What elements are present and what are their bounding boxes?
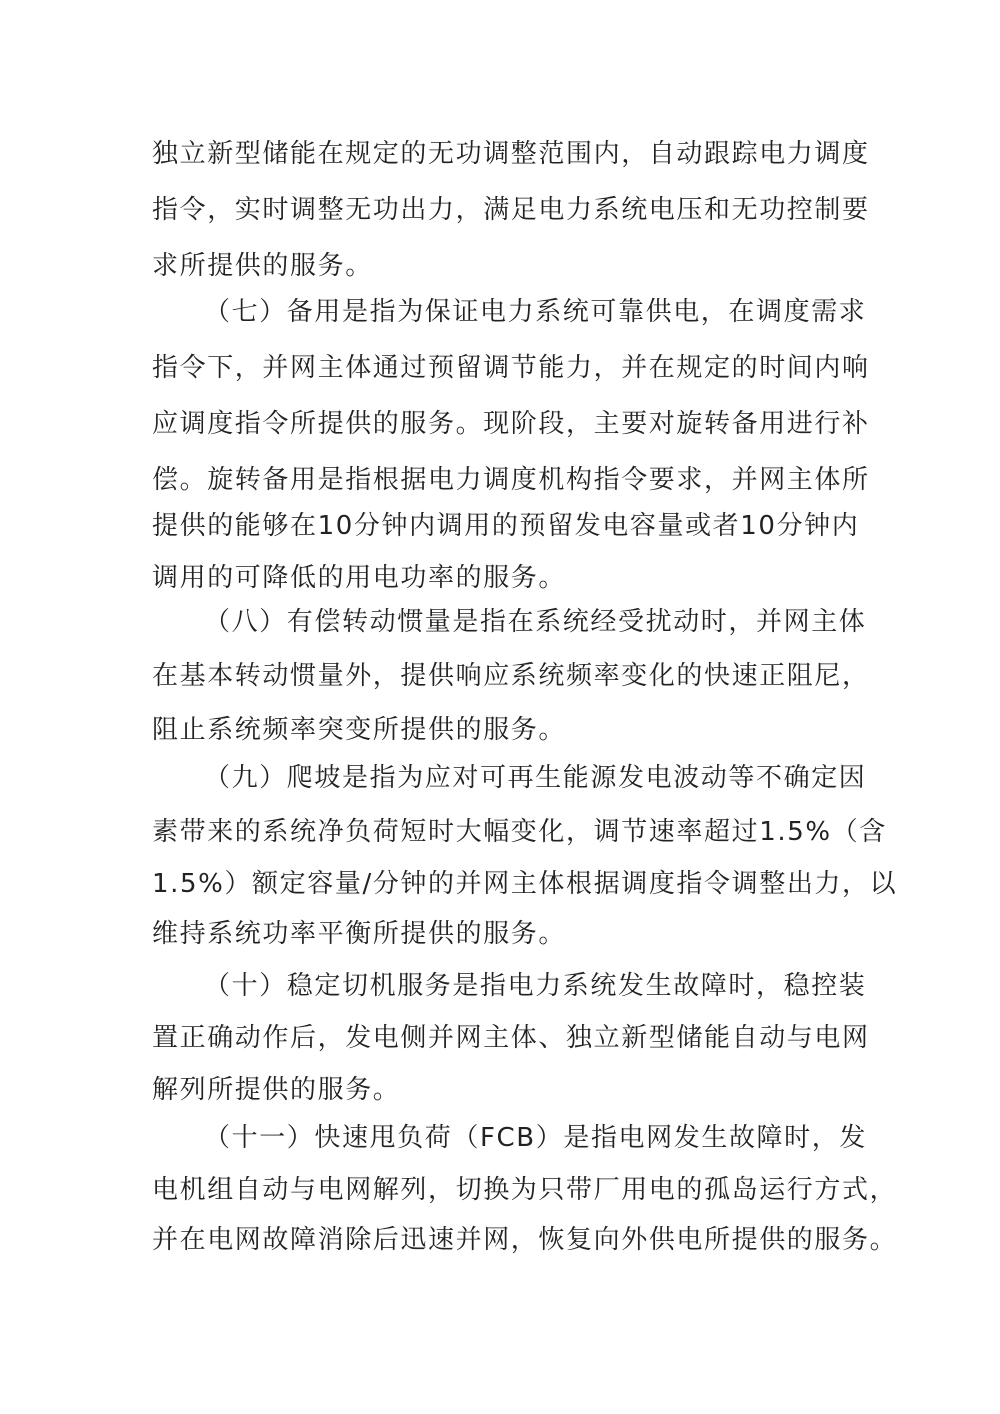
text-line: 1.5%）额定容量/分钟的并网主体根据调度指令调整出力，以	[152, 869, 898, 899]
text-line: 应调度指令所提供的服务。现阶段，主要对旋转备用进行补	[152, 409, 870, 439]
text-line: 指令，实时调整无功出力，满足电力系统电压和无功控制要	[152, 195, 870, 225]
text-line: 维持系统功率平衡所提供的服务。	[152, 919, 567, 949]
text-line: 求所提供的服务。	[152, 251, 373, 281]
text-line: 解列所提供的服务。	[152, 1075, 401, 1105]
text-line: 置正确动作后，发电侧并网主体、独立新型储能自动与电网	[152, 1023, 870, 1053]
paragraph-ten-start: （十）稳定切机服务是指电力系统发生故障时，稳控装	[204, 971, 867, 1001]
text-line: 提供的能够在10分钟内调用的预留发电容量或者10分钟内	[152, 511, 860, 541]
text-line: 在基本转动惯量外，提供响应系统频率变化的快速正阻尼，	[152, 661, 870, 691]
text-line: 并在电网故障消除后迅速并网，恢复向外供电所提供的服务。	[152, 1225, 898, 1255]
paragraph-eight-start: （八）有偿转动惯量是指在系统经受扰动时，并网主体	[204, 607, 867, 637]
text-line: 偿。旋转备用是指根据电力调度机构指令要求，并网主体所	[152, 465, 870, 495]
text-line: 素带来的系统净负荷短时大幅变化，调节速率超过1.5%（含	[152, 817, 887, 847]
text-line: 独立新型储能在规定的无功调整范围内，自动跟踪电力调度	[152, 139, 870, 169]
text-line: 指令下，并网主体通过预留调节能力，并在规定的时间内响	[152, 353, 870, 383]
paragraph-eleven-start: （十一）快速甩负荷（FCB）是指电网发生故障时，发	[204, 1123, 867, 1153]
text-line: 阻止系统频率突变所提供的服务。	[152, 715, 567, 745]
paragraph-nine-start: （九）爬坡是指为应对可再生能源发电波动等不确定因	[204, 763, 867, 793]
text-line: 电机组自动与电网解列，切换为只带厂用电的孤岛运行方式，	[152, 1175, 898, 1205]
paragraph-seven-start: （七）备用是指为保证电力系统可靠供电，在调度需求	[204, 297, 867, 327]
text-line: 调用的可降低的用电功率的服务。	[152, 563, 567, 593]
